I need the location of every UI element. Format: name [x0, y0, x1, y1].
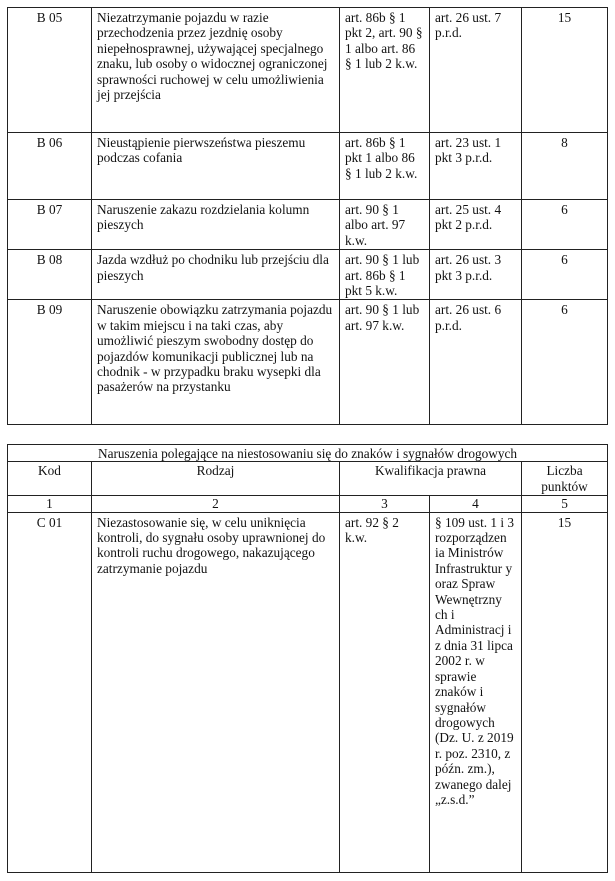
- points-cell: 15: [522, 8, 608, 133]
- description-cell: Naruszenie zakazu rozdzielania kolumn pieszych: [92, 200, 340, 250]
- header-row: [8, 462, 608, 496]
- description-cell: Nieustąpienie pierwszeństwa pieszemu podczas cofania: [92, 133, 340, 200]
- table-row: [8, 250, 608, 300]
- description-cell: Naruszenie obowiązku zatrzymania pojazdu w takim miejscu i na taki czas, aby umożliwić pieszym swobodny dostęp do pojazdów komunikacji publicznej lub na chodnik - w przypadku braku wysepki dla pasażerów na przystanku: [92, 300, 340, 425]
- legal-basis-kw-cell: art. 92 § 2 k.w.: [340, 512, 430, 872]
- code-cell: B 06: [8, 133, 92, 200]
- points-cell: 6: [522, 250, 608, 300]
- column-number: 4: [430, 496, 522, 512]
- legal-basis-prd-cell: art. 26 ust. 7 p.r.d.: [430, 8, 522, 133]
- code-cell: B 09: [8, 300, 92, 425]
- table-title-row: [8, 445, 608, 462]
- legal-basis-kw-cell: art. 86b § 1 pkt 2, art. 90 § 1 albo art. 86 § 1 lub 2 k.w.: [340, 8, 430, 133]
- code-cell: B 07: [8, 200, 92, 250]
- table-row: [8, 200, 608, 250]
- column-number-row: [8, 496, 608, 512]
- header-liczba-punktow: Liczba punktów: [522, 462, 608, 496]
- violations-table-b: [7, 7, 608, 425]
- points-cell: 15: [522, 512, 608, 872]
- legal-basis-prd-cell: art. 23 ust. 1 pkt 3 p.r.d.: [430, 133, 522, 200]
- header-rodzaj: Rodzaj: [92, 462, 340, 496]
- column-number: 5: [522, 496, 608, 512]
- legal-basis-kw-cell: art. 90 § 1 lub art. 97 k.w.: [340, 300, 430, 425]
- header-kwalifikacja: Kwalifikacja prawna: [340, 462, 522, 496]
- legal-basis-zsd-cell: § 109 ust. 1 i 3 rozporządzen ia Ministrów Infrastruktur y oraz Spraw Wewnętrzny ch i Administracj i z dnia 31 lipca 2002 r. w sprawie znaków i sygnałów drogowych (Dz. U. z 2019 r. poz. 2310, z późn. zm.), zwanego dalej „z.s.d.”: [430, 512, 522, 872]
- table-title: Naruszenia polegające na niestosowaniu się do znaków i sygnałów drogowych: [8, 445, 608, 462]
- legal-basis-prd-cell: art. 26 ust. 3 pkt 3 p.r.d.: [430, 250, 522, 300]
- description-cell: Jazda wzdłuż po chodniku lub przejściu dla pieszych: [92, 250, 340, 300]
- legal-basis-prd-cell: art. 25 ust. 4 pkt 2 p.r.d.: [430, 200, 522, 250]
- points-cell: 6: [522, 300, 608, 425]
- table-row: [8, 512, 608, 872]
- code-cell: C 01: [8, 512, 92, 872]
- table-row: [8, 133, 608, 200]
- violations-table-c: [7, 444, 608, 873]
- description-cell: Niezatrzymanie pojazdu w razie przechodzenia przez jezdnię osoby niepełnosprawnej, używającej specjalnego znaku, lub osoby o widocznej ograniczonej sprawności ruchowej w celu umożliwienia jej przejścia: [92, 8, 340, 133]
- header-kod: Kod: [8, 462, 92, 496]
- points-cell: 6: [522, 200, 608, 250]
- legal-basis-prd-cell: art. 26 ust. 6 p.r.d.: [430, 300, 522, 425]
- legal-basis-kw-cell: art. 86b § 1 pkt 1 albo 86 § 1 lub 2 k.w.: [340, 133, 430, 200]
- column-number: 2: [92, 496, 340, 512]
- legal-basis-kw-cell: art. 90 § 1 lub art. 86b § 1 pkt 5 k.w.: [340, 250, 430, 300]
- table-row: [8, 8, 608, 133]
- description-cell: Niezastosowanie się, w celu uniknięcia kontroli, do sygnału osoby uprawnionej do kontroli ruchu drogowego, nakazującego zatrzymanie pojazdu: [92, 512, 340, 872]
- column-number: 3: [340, 496, 430, 512]
- column-number: 1: [8, 496, 92, 512]
- table-row: [8, 300, 608, 425]
- code-cell: B 08: [8, 250, 92, 300]
- legal-basis-kw-cell: art. 90 § 1 albo art. 97 k.w.: [340, 200, 430, 250]
- points-cell: 8: [522, 133, 608, 200]
- code-cell: B 05: [8, 8, 92, 133]
